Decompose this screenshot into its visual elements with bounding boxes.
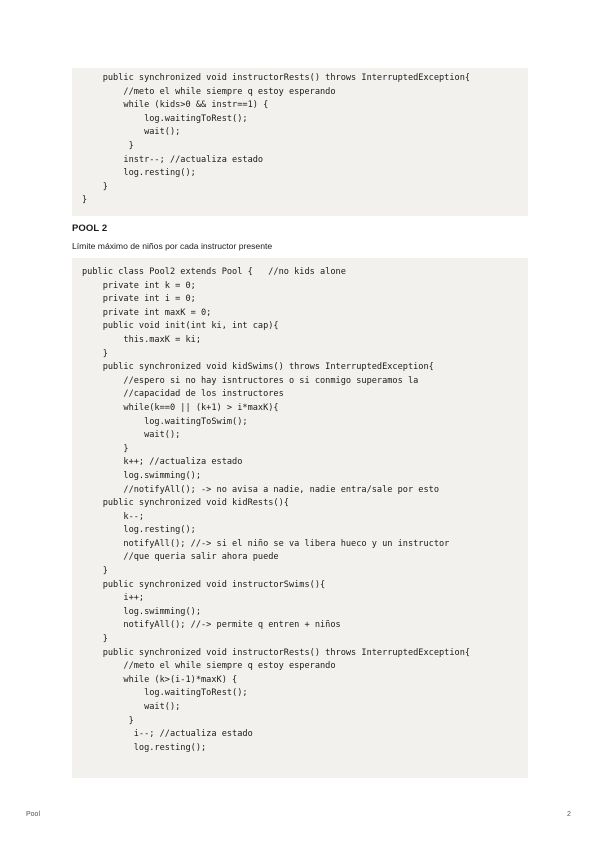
section-subheading: Límite máximo de niños por cada instructor presente	[72, 241, 273, 251]
footer-page-number: 2	[567, 811, 571, 818]
code-text-1: public synchronized void instructorRests() throws InterruptedException{ //meto el while siempre q estoy esperando while (kids>0 && instr==1) { log.waitingToRest(); wait(); } instr--; //actualiza estado log.resting(); } }	[82, 73, 471, 206]
code-block-2	[72, 258, 528, 778]
section-heading: POOL 2	[72, 223, 108, 234]
footer-document-title: Pool	[26, 811, 41, 818]
code-text-2: public class Pool2 extends Pool { //no kids alone private int k = 0; private int i = 0; private int maxK = 0; public void init(int ki, int cap){ this.maxK = ki; } public synchronized void kidSwims() throws InterruptedException{ //espero si no hay isntructores o si conmigo superamos la //capacidad de los instructores while(k==0 || (k+1) > i*maxK){ log.waitingToSwim(); wait(); } k++; //actualiza estado log.swimming(); //notifyAll(); -> no avisa a nadie, nadie entra/sale por esto public synchronized void kidRests(){ k--; log.resting(); notifyAll(); //-> si el niño se va libera hueco y un instructor //que queria salir ahora puede } public synchronized void instructorSwims(){ i++; log.swimming(); notifyAll(); //-> permite q entren + niños } public synchronized void instructorRests() throws InterruptedException{ //meto el while siempre q estoy esperando while (k>(i-1)*maxK) { log.waitingToRest(); wait(); } i--; //actualiza estado log.resting();	[82, 267, 471, 753]
code-block-1	[72, 68, 528, 216]
